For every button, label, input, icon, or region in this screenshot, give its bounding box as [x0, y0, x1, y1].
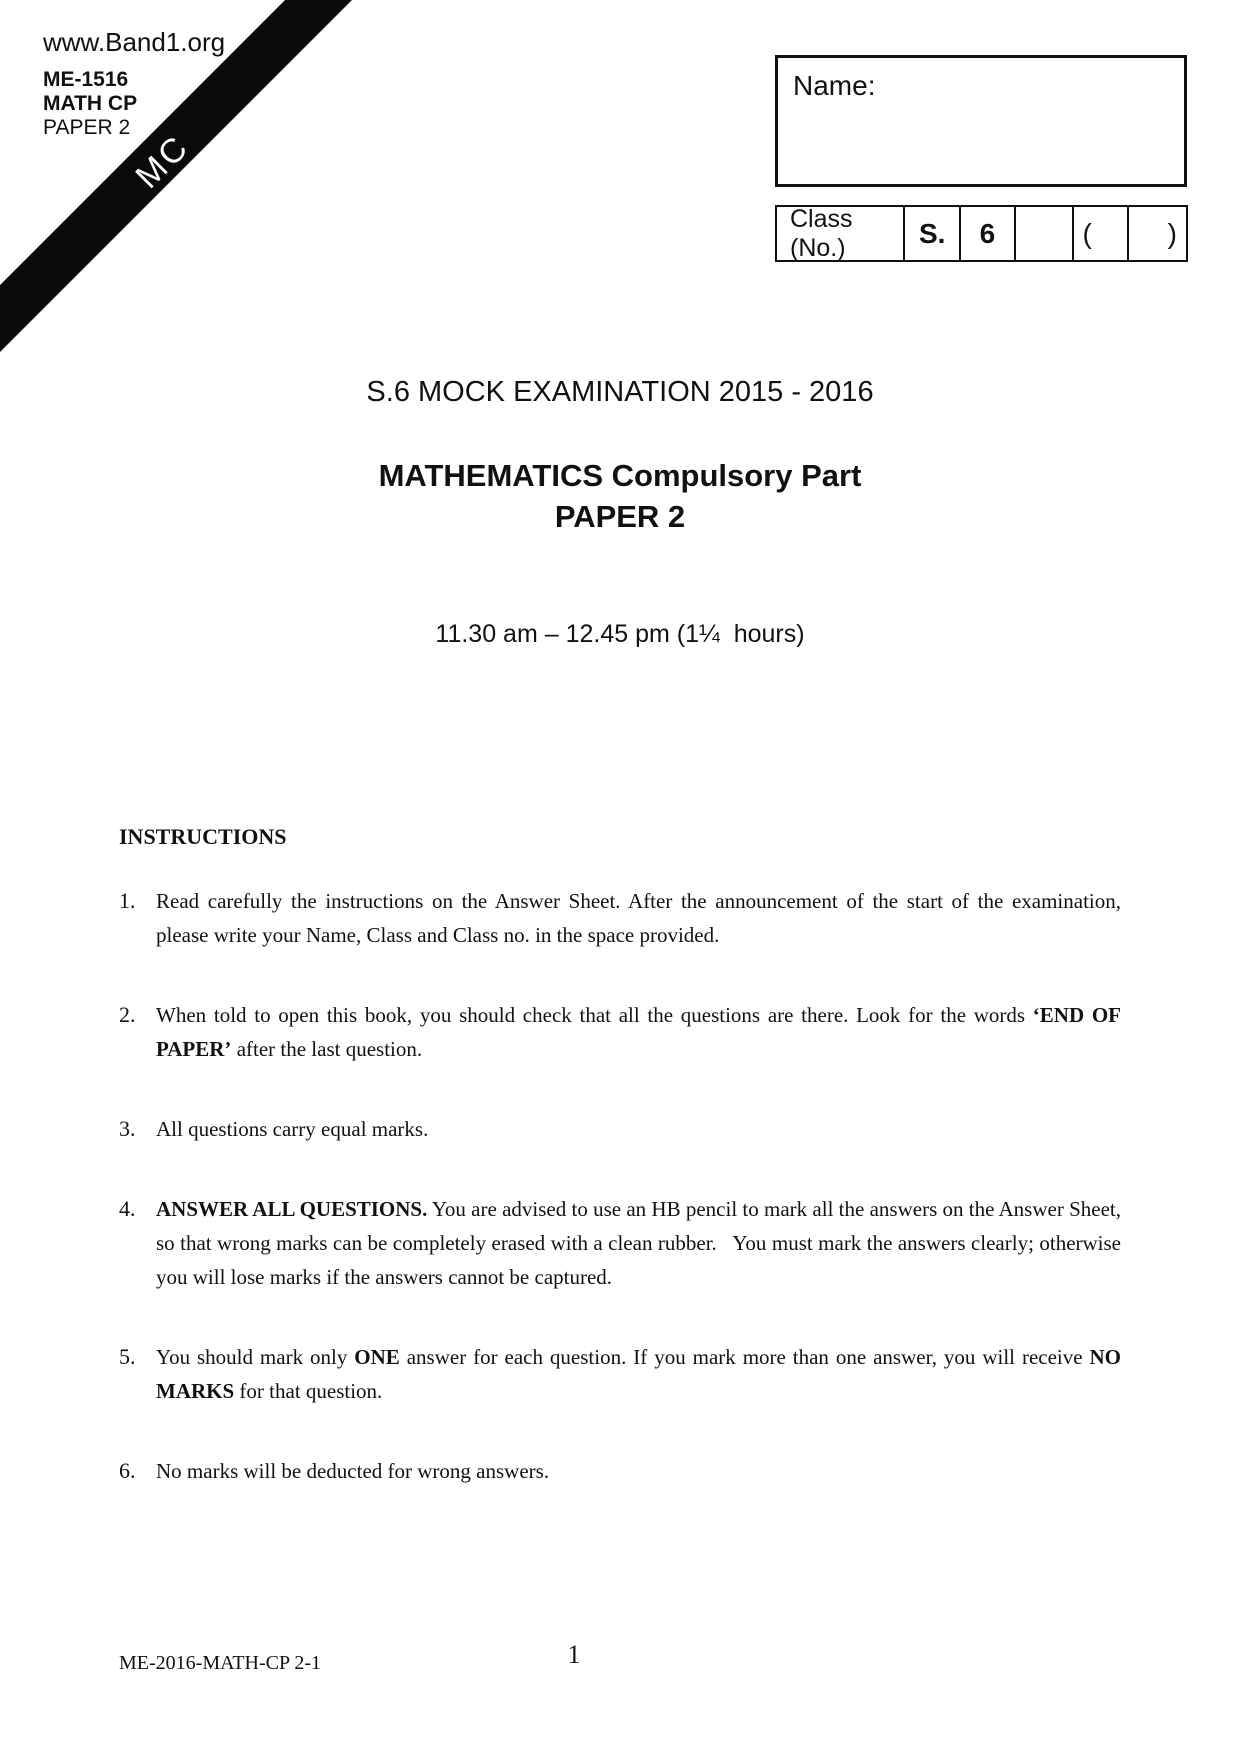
- paper-title: PAPER 2: [554, 499, 686, 534]
- class-number-strip: [775, 205, 1188, 262]
- class-letter-cell: [1016, 207, 1074, 260]
- paper-identifier-block: [43, 26, 225, 140]
- class-form-cell: 6: [961, 207, 1016, 260]
- instruction-item: [119, 998, 1121, 1066]
- paper-code-label: ME-1516: [43, 68, 129, 91]
- instruction-text: No marks will be deducted for wrong answers.: [156, 1459, 550, 1483]
- page-number: 1: [567, 1640, 581, 1669]
- instruction-number: 4.: [119, 1196, 136, 1221]
- instruction-number: 5.: [119, 1344, 136, 1369]
- instruction-number: 2.: [119, 1002, 136, 1027]
- instruction-text: All questions carry equal marks.: [156, 1117, 429, 1141]
- instruction-item: [119, 884, 1121, 952]
- name-label: Name:: [793, 70, 876, 101]
- instruction-text: You should mark only ONE answer for each question. If you mark more than one answer, you will receive NO MARKS for that question.: [156, 1345, 1121, 1403]
- instruction-item: [119, 1454, 1121, 1488]
- instructions-heading: INSTRUCTIONS: [119, 824, 287, 849]
- instruction-number: 6.: [119, 1458, 136, 1483]
- subject-title: MATHEMATICS Compulsory Part: [378, 458, 862, 493]
- exam-title: S.6 MOCK EXAMINATION 2015 - 2016: [366, 376, 874, 408]
- banner-mc-label: MC: [128, 127, 197, 196]
- instruction-item: [119, 1192, 1121, 1294]
- instruction-text: When told to open this book, you should check that all the questions are there. Look for the words ‘END OF PAPER’ after the last question.: [156, 1003, 1121, 1061]
- class-no-open-paren-cell: (: [1074, 207, 1130, 260]
- class-no-close-paren-cell: ): [1167, 217, 1177, 249]
- instruction-item: [119, 1112, 1121, 1146]
- exam-time: 11.30 am – 12.45 pm (1¼ hours): [435, 620, 805, 648]
- instruction-number: 3.: [119, 1116, 136, 1141]
- footer-paper-code: ME-2016-MATH-CP 2-1: [119, 1652, 322, 1674]
- class-no-label: Class (No.): [777, 207, 905, 260]
- name-field-box: [775, 55, 1187, 187]
- paper-number-label: PAPER 2: [43, 116, 131, 139]
- instruction-item: [119, 1340, 1121, 1408]
- website-label: www.Band1.org: [43, 27, 226, 57]
- instruction-text: ANSWER ALL QUESTIONS. You are advised to use an HB pencil to mark all the answers on the Answer Sheet, so that wrong marks can be completely erased with a clean rubber. You must mark the answers clearly; otherwise you will lose marks if the answers cannot be captured.: [156, 1197, 1121, 1289]
- class-prefix-cell: S.: [905, 207, 961, 260]
- instruction-number: 1.: [119, 888, 136, 913]
- instruction-text: Read carefully the instructions on the Answer Sheet. After the announcement of the start of the examination, please write your Name, Class and Class no. in the space provided.: [156, 889, 1121, 947]
- instructions-list: [119, 884, 1121, 1534]
- subject-code-label: MATH CP: [43, 92, 138, 115]
